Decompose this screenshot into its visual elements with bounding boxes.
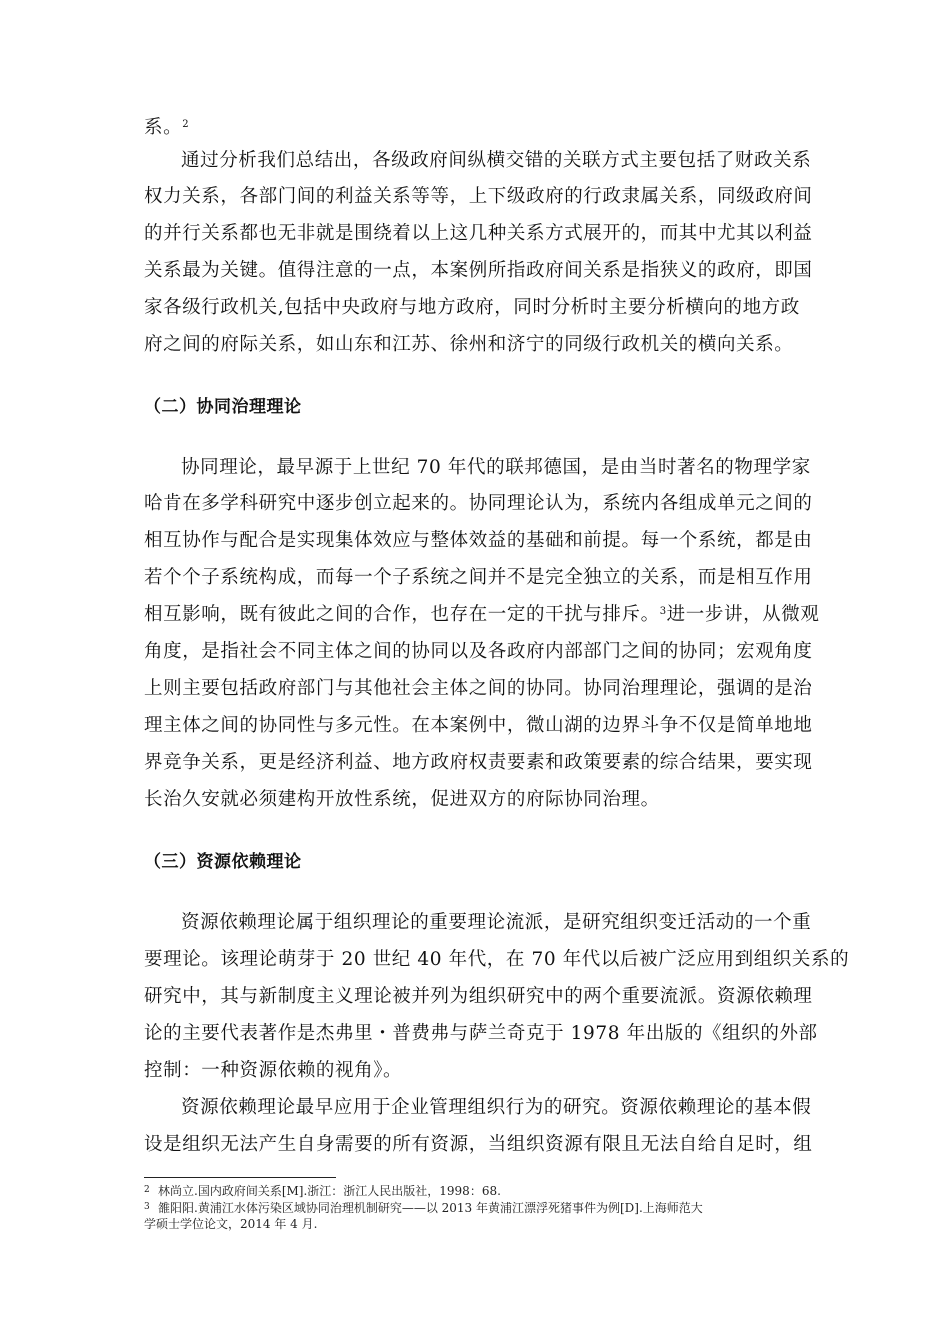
footnote-ref[interactable]: 3 bbox=[659, 606, 667, 617]
footnote: 3 雒阳阳.黄浦江水体污染区域协同治理机制研究——以 2013 年黄浦江漂浮死猪事件为例[D].上海师范大 bbox=[144, 1201, 703, 1215]
body-line: 关系最为关键。值得注意的一点，本案例所指政府间关系是指狭义的政府，即国 bbox=[144, 260, 813, 281]
body-line: 设是组织无法产生自身需要的所有资源，当组织资源有限且无法自给自足时，组 bbox=[144, 1134, 813, 1155]
body-line: 哈肯在多学科研究中逐步创立起来的。协同理论认为，系统内各组成单元之间的 bbox=[144, 493, 813, 514]
body-line: 通过分析我们总结出，各级政府间纵横交错的关联方式主要包括了财政关系 bbox=[181, 150, 812, 171]
body-line: 家各级行政机关,包括中央政府与地方政府，同时分析时主要分析横向的地方政 bbox=[144, 297, 800, 318]
body-line: 的并行关系都也无非就是围绕着以上这几种关系方式展开的，而其中尤其以利益 bbox=[144, 223, 813, 244]
body-line: 府之间的府际关系，如山东和江苏、徐州和济宁的同级行政机关的横向关系。 bbox=[144, 334, 794, 355]
section-heading: （二）协同治理理论 bbox=[144, 397, 302, 417]
body-line: 研究中，其与新制度主义理论被并列为组织研究中的两个重要流派。资源依赖理 bbox=[144, 986, 813, 1007]
body-line: 系。$^2$ bbox=[144, 117, 190, 138]
body-line: 长治久安就必须建构开放性系统，促进双方的府际协同治理。 bbox=[144, 789, 660, 810]
body-line: 协同理论，最早源于上世纪 70 年代的联邦德国，是由当时著名的物理学家 bbox=[181, 457, 811, 478]
body-line: 资源依赖理论属于组织理论的重要理论流派，是研究组织变迁活动的一个重 bbox=[181, 912, 812, 933]
section-heading: （三）资源依赖理论 bbox=[144, 852, 302, 872]
body-line: 权力关系，各部门间的利益关系等等，上下级政府的行政隶属关系，同级政府间 bbox=[144, 186, 813, 207]
body-line: 控制：一种资源依赖的视角》。 bbox=[144, 1060, 403, 1081]
body-line: 相互协作与配合是实现集体效应与整体效益的基础和前提。每一个系统，都是由 bbox=[144, 530, 813, 551]
body-line: 论的主要代表著作是杰弗里・普费弗与萨兰奇克于 1978 年出版的《组织的外部 bbox=[144, 1023, 818, 1044]
footnote: 2 林尚立.国内政府间关系[M].浙江：浙江人民出版社，1998：68. bbox=[144, 1184, 501, 1198]
footnote-divider bbox=[144, 1177, 336, 1178]
footnote-ref[interactable]: 2 bbox=[182, 119, 190, 130]
body-line: 理主体之间的协同性与多元性。在本案例中，微山湖的边界斗争不仅是简单地地 bbox=[144, 715, 813, 736]
body-line: 界竞争关系，更是经济利益、地方政府权责要素和政策要素的综合结果，要实现 bbox=[144, 752, 813, 773]
body-line: 要理论。该理论萌芽于 20 世纪 40 年代，在 70 年代以后被广泛应用到组织关系的 bbox=[144, 949, 850, 970]
body-line: 若个个子系统构成，而每一个子系统之间并不是完全独立的关系，而是相互作用 bbox=[144, 567, 813, 588]
body-line: 上则主要包括政府部门与其他社会主体之间的协同。协同治理理论，强调的是治 bbox=[144, 678, 813, 699]
body-line: 相互影响，既有彼此之间的合作，也存在一定的干扰与排斥。$^3$进一步讲，从微观 bbox=[144, 604, 820, 625]
body-line: 角度，是指社会不同主体之间的协同以及各政府内部部门之间的协同；宏观角度 bbox=[144, 641, 813, 662]
body-line: 资源依赖理论最早应用于企业管理组织行为的研究。资源依赖理论的基本假 bbox=[181, 1097, 812, 1118]
footnote-continuation: 学硕士学位论文，2014 年 4 月. bbox=[144, 1217, 318, 1231]
